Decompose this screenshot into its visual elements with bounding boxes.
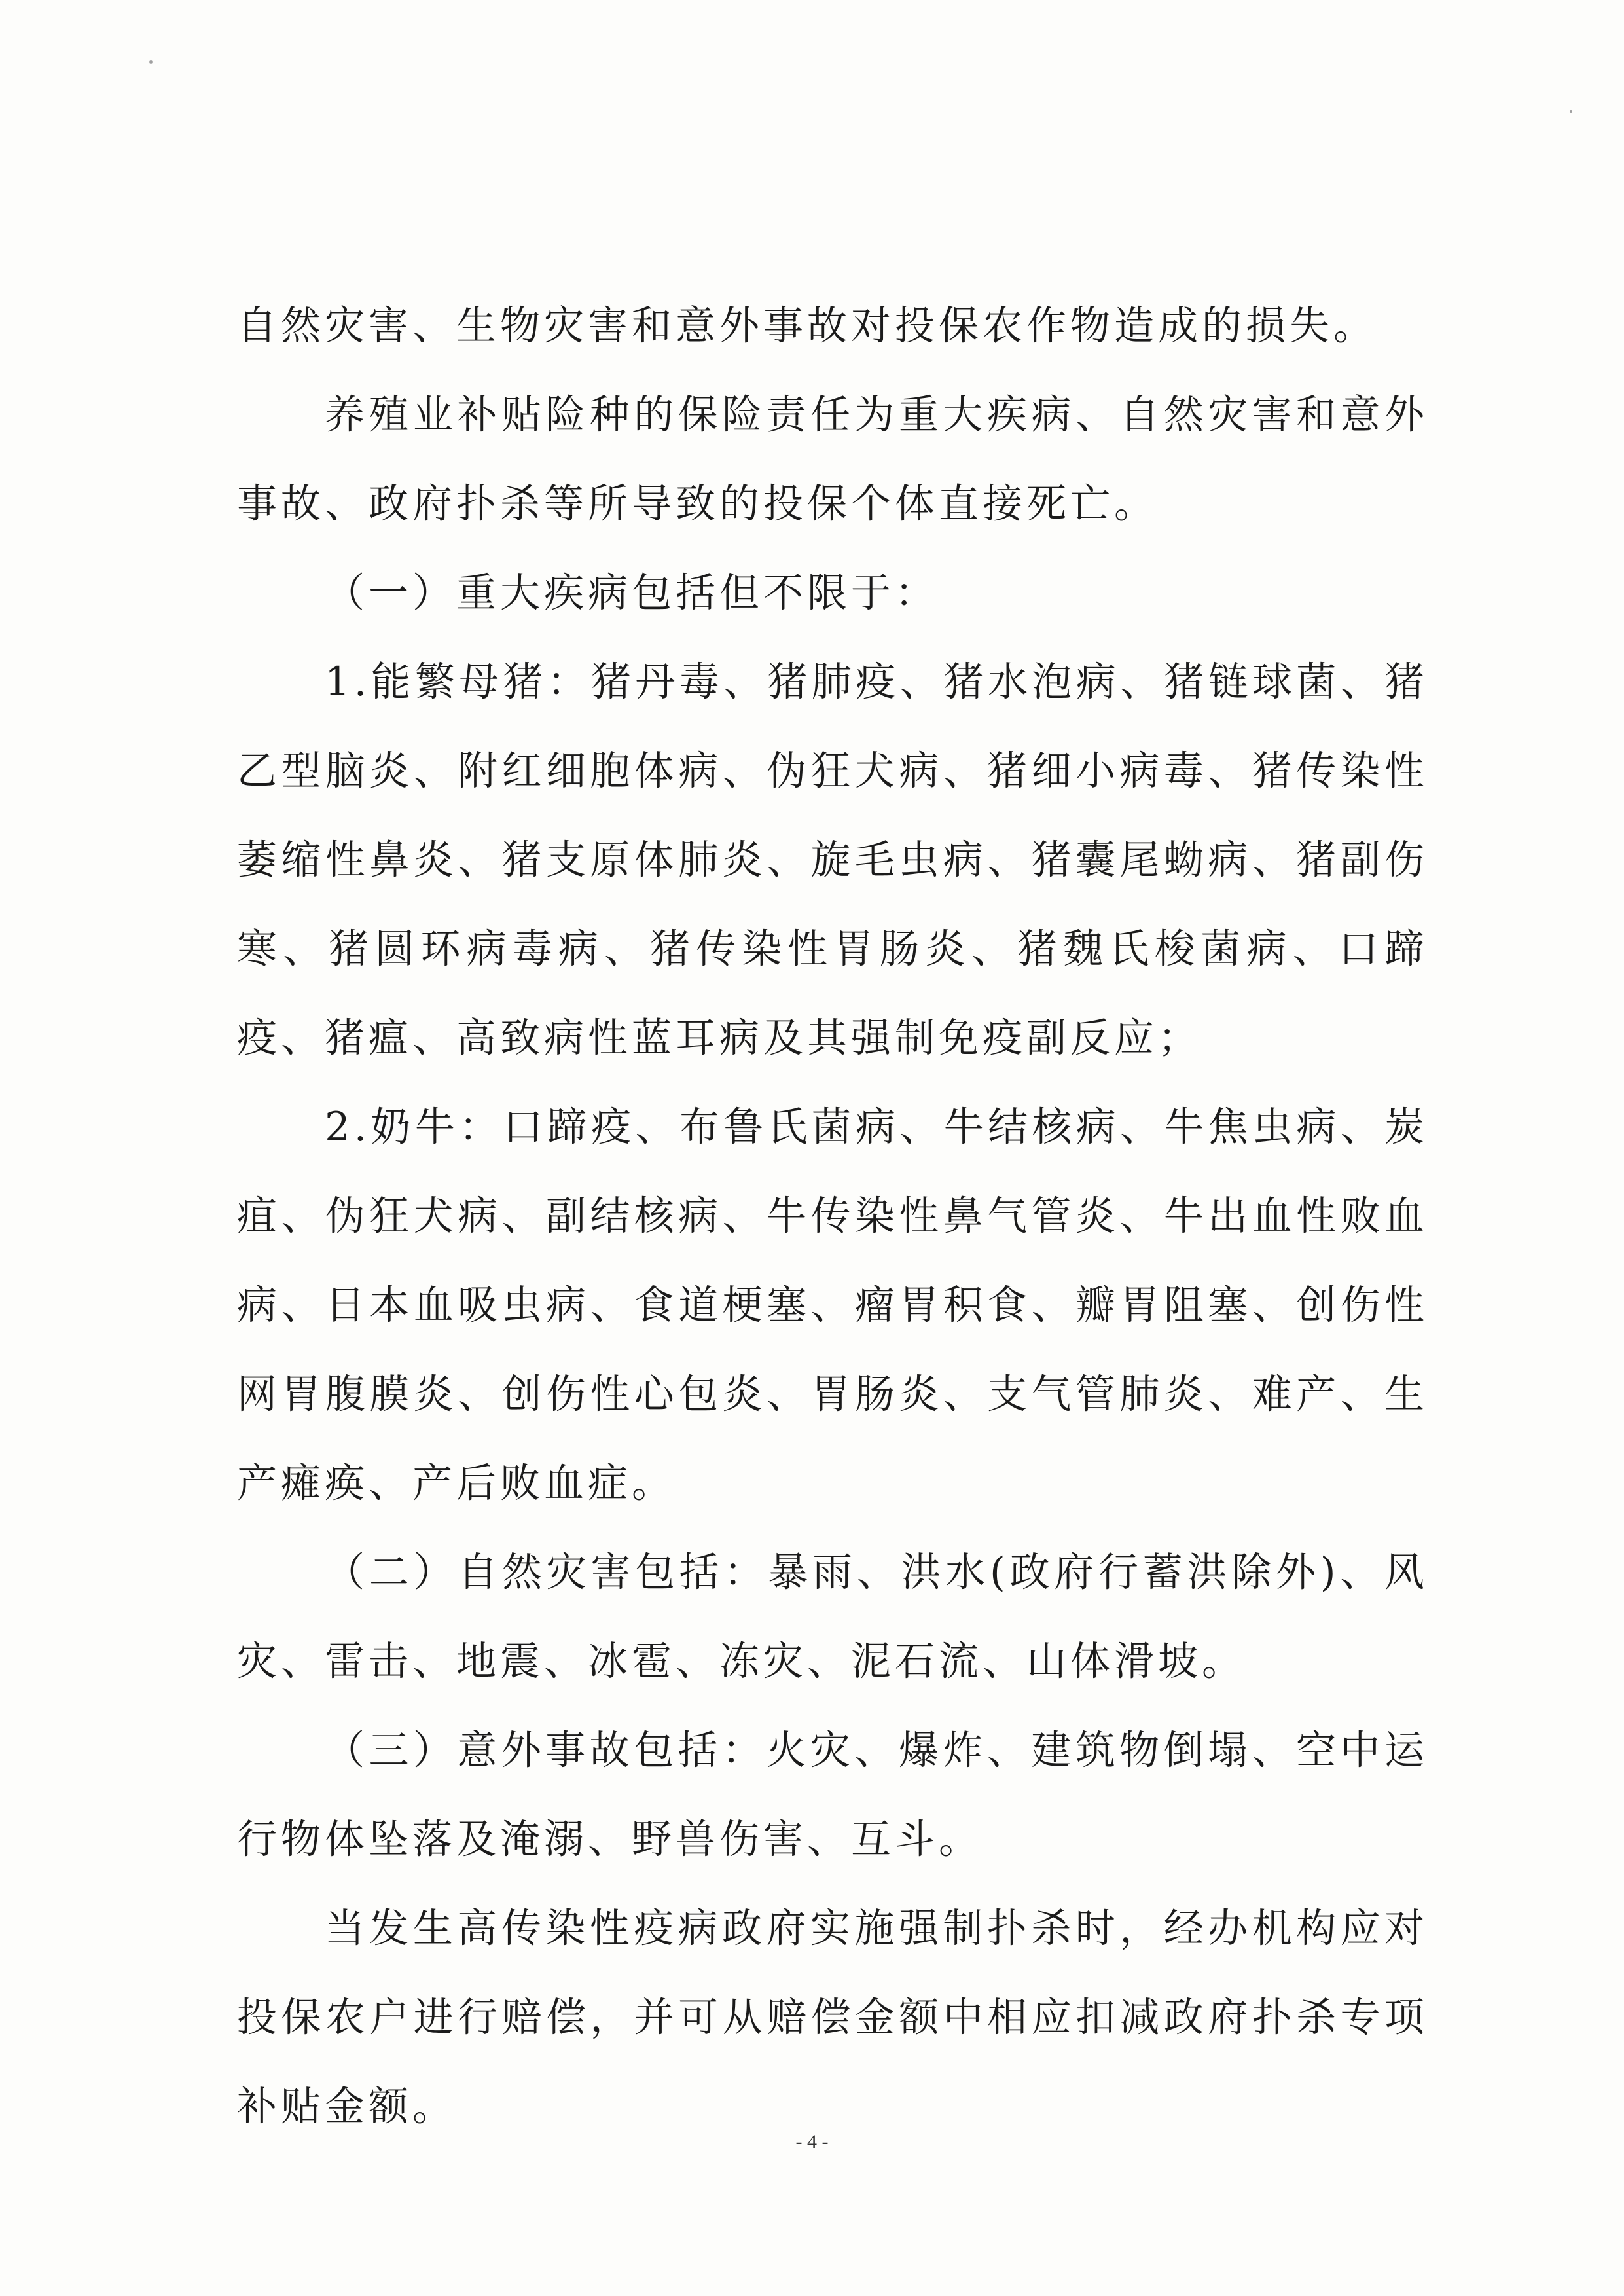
paragraph-5: 2.奶牛：口蹄疫、布鲁氏菌病、牛结核病、牛焦虫病、炭疽、伪狂犬病、副结核病、牛传染性鼻气管炎、牛出血性败血病、日本血吸虫病、食道梗塞、瘤胃积食、瓣胃阻塞、创伤性网胃腹膜炎、创伤性心包炎、胃肠炎、支气管肺炎、难产、生产瘫痪、产后败血症。 bbox=[237, 1104, 1428, 1506]
scan-speck bbox=[149, 60, 153, 64]
scan-speck bbox=[1570, 110, 1572, 113]
paragraph-8: 当发生高传染性疫病政府实施强制扑杀时，经办机构应对投保农户进行赔偿，并可从赔偿金额中相应扣减政府扑杀专项补贴金额。 bbox=[237, 1905, 1428, 2130]
paragraph-3: （一）重大疾病包括但不限于： bbox=[325, 570, 939, 616]
paragraph-1: 自然灾害、生物灾害和意外事故对投保农作物造成的损失。 bbox=[237, 302, 1378, 349]
paragraph-6: （二）自然灾害包括：暴雨、洪水(政府行蓄洪除外)、风灾、雷击、地震、冰雹、冻灾、泥石流、山体滑坡。 bbox=[237, 1549, 1428, 1685]
body-text bbox=[237, 282, 1428, 2151]
paragraph-7: （三）意外事故包括：火灾、爆炸、建筑物倒塌、空中运行物体坠落及淹溺、野兽伤害、互斗。 bbox=[237, 1727, 1428, 1863]
paragraph-4: 1.能繁母猪：猪丹毒、猪肺疫、猪水泡病、猪链球菌、猪乙型脑炎、附红细胞体病、伪狂犬病、猪细小病毒、猪传染性萎缩性鼻炎、猪支原体肺炎、旋毛虫病、猪囊尾蚴病、猪副伤寒、猪圆环病毒病、猪传染性胃肠炎、猪魏氏梭菌病、口蹄疫、猪瘟、高致病性蓝耳病及其强制免疫副反应； bbox=[237, 659, 1428, 1061]
page-number: - 4 - bbox=[795, 2131, 829, 2153]
paragraph-2: 养殖业补贴险种的保险责任为重大疾病、自然灾害和意外事故、政府扑杀等所导致的投保个体直接死亡。 bbox=[237, 392, 1428, 527]
